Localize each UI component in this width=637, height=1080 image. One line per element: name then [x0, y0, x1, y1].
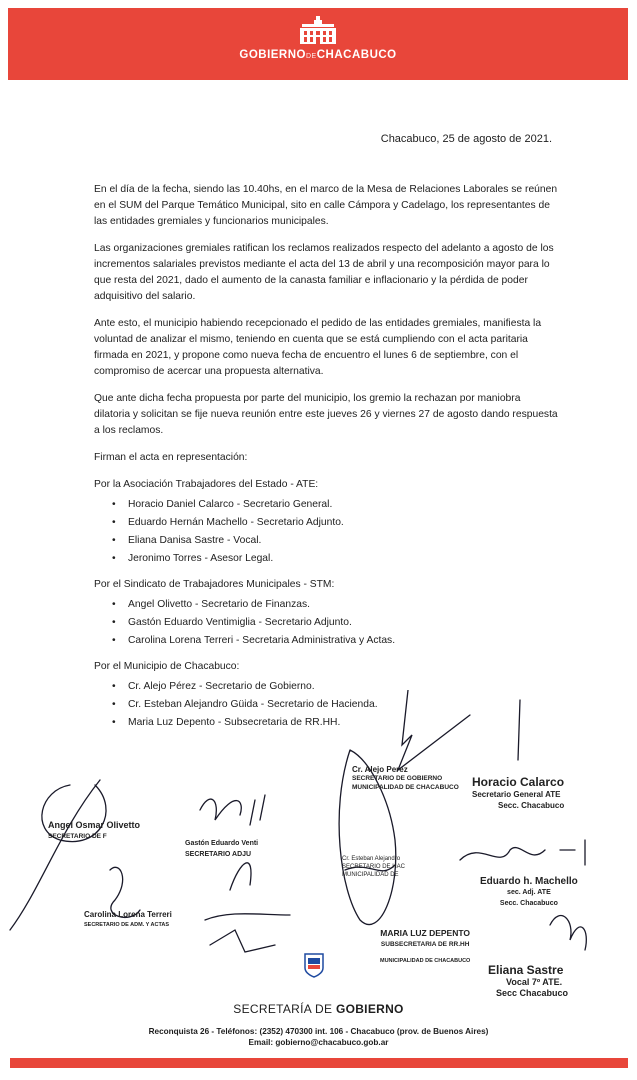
stamp-depento	[380, 928, 470, 967]
header-banner	[8, 8, 628, 80]
stamp-calarco	[472, 776, 564, 811]
stamp-line: sec. Adj. ATE	[507, 889, 551, 896]
stm-signatories-list	[94, 597, 559, 649]
stamp-line: Eliana Sastre	[488, 963, 564, 977]
list-item: • Carolina Lorena Terreri - Secretaria Administrativa y Actas.	[128, 633, 559, 649]
list-item: • Jeronimo Torres - Asesor Legal.	[128, 551, 559, 567]
stamp-line: MUNICIPALIDAD DE	[342, 872, 399, 878]
stamp-perez	[352, 765, 459, 792]
paragraph: Las organizaciones gremiales ratifican los reclamos realizados respecto del adelanto a agosto de los incrementos salariales previstos mediante el acta del 13 de abril y una recomposición mayor para lo que resta del 2021, dado el aumento de la canasta familiar e inflacionario y la pérdida de poder adquisitivo del salario.	[94, 243, 554, 302]
paragraph: Firman el acta en representación:	[94, 452, 248, 463]
stamp-line: SECRETARIO DE HAC	[342, 864, 405, 870]
stamp-line: Gastón Eduardo Venti	[185, 840, 259, 847]
stamp-line: SECRETARIO DE ADM. Y ACTAS	[84, 922, 170, 928]
footer-title-bold: GOBIERNO	[335, 1002, 404, 1016]
stamp-line: Vocal 7º ATE.	[506, 977, 563, 987]
paragraph: En el día de la fecha, siendo las 10.40hs, en el marco de la Mesa de Relaciones Laborales se reúnen en el SUM del Parque Temático Municipal, sito en calle Cámpora y Cadelago, los representantes de las entidades gremiales y funcionarios municipales.	[94, 184, 558, 227]
stamp-line: Cr. Alejo Perez	[352, 765, 408, 774]
stamp-line: SECRETARIO DE F	[48, 833, 107, 840]
stamp-line: Secc. Chacabuco	[498, 801, 565, 810]
stamp-terreri	[84, 909, 172, 931]
stamp-line: Secretario General ATE	[472, 790, 561, 799]
paragraph: Que ante dicha fecha propuesta por parte del municipio, los gremio la rechazan por maniobra dilatoria y solicitan se fije nueva reunión entre este jueves 26 y viernes 27 de agosto dando respuesta a los reclamos.	[94, 393, 558, 436]
group-title-ate: Por la Asociación Trabajadores del Estado - ATE:	[94, 479, 319, 490]
list-item: • Eliana Danisa Sastre - Vocal.	[128, 533, 559, 549]
stamp-sastre	[488, 963, 568, 999]
footer-address: Reconquista 26 - Teléfonos: (2352) 470300 int. 106 - Chacabuco (prov. de Buenos Aires)	[148, 1027, 489, 1036]
municipal-seal-icon	[303, 952, 325, 978]
ate-signatories-list	[94, 497, 559, 567]
stamp-line: Horacio Calarco	[472, 775, 565, 789]
stamp-line: Secc. Chacabuco	[499, 900, 558, 907]
stamp-line: MUNICIPALIDAD DE CHACABUCO	[380, 958, 471, 964]
stamp-line: Eduardo h. Machello	[480, 876, 578, 887]
stamp-line: MUNICIPALIDAD DE CHACABUCO	[352, 784, 459, 791]
brand-de: DE	[306, 53, 317, 60]
stamp-guida	[342, 855, 405, 879]
stamp-machello	[480, 876, 578, 909]
brand-city: CHACABUCO	[316, 49, 397, 61]
brand-name	[8, 49, 628, 61]
stamp-line: Angel Osmar Olivetto	[48, 820, 141, 830]
city-hall-logo-icon	[296, 16, 340, 46]
list-item: • Maria Luz Depento - Subsecretaria de RR.HH.	[128, 715, 559, 731]
brand-main: GOBIERNO	[239, 49, 306, 61]
group-title-stm: Por el Sindicato de Trabajadores Municipales - STM:	[94, 579, 335, 590]
brand-logo	[8, 16, 628, 61]
list-item: • Gastón Eduardo Ventimiglia - Secretario Adjunto.	[128, 615, 559, 631]
footer-email: Email: gobierno@chacabuco.gob.ar	[248, 1038, 389, 1047]
list-item: • Cr. Esteban Alejandro Güida - Secretario de Hacienda.	[128, 697, 559, 713]
list-item: • Horacio Daniel Calarco - Secretario General.	[128, 497, 559, 513]
stamp-line: MARIA LUZ DEPENTO	[380, 928, 471, 938]
stamp-line: Secc Chacabuco	[496, 988, 569, 998]
stamp-olivetto	[48, 820, 140, 842]
footer-title-plain: SECRETARÍA DE	[233, 1002, 336, 1016]
list-item: • Angel Olivetto - Secretario de Finanzas.	[128, 597, 559, 613]
stamp-ventimiglia	[185, 838, 258, 860]
document-body	[94, 182, 559, 741]
list-item: • Cr. Alejo Pérez - Secretario de Gobierno.	[128, 679, 559, 695]
document-date: Chacabuco, 25 de agosto de 2021.	[380, 133, 552, 145]
stamp-line: Cr. Esteban Alejandro	[342, 856, 401, 862]
list-item: • Eduardo Hernán Machello - Secretario Adjunto.	[128, 515, 559, 531]
footer-secretariat-title	[0, 1002, 637, 1016]
stamp-line: Carolina Lorena Terreri	[84, 910, 172, 919]
group-title-municipio: Por el Municipio de Chacabuco:	[94, 661, 240, 672]
stamp-line: SUBSECRETARIA DE RR.HH	[380, 941, 470, 948]
footer-banner	[10, 1058, 628, 1068]
paragraph: Ante esto, el municipio habiendo recepcionado el pedido de las entidades gremiales, manifiesta la voluntad de analizar el mismo, teniendo en cuenta que se está cumpliendo con el acta paritaria firmada en 2021, y propone como nueva fecha de encuentro el lunes 6 de septiembre, con el compromiso de acercar una propuesta alternativa.	[94, 318, 542, 377]
stamp-line: SECRETARIO ADJU	[185, 851, 252, 858]
stamp-line: SECRETARIO DE GOBIERNO	[352, 775, 443, 782]
